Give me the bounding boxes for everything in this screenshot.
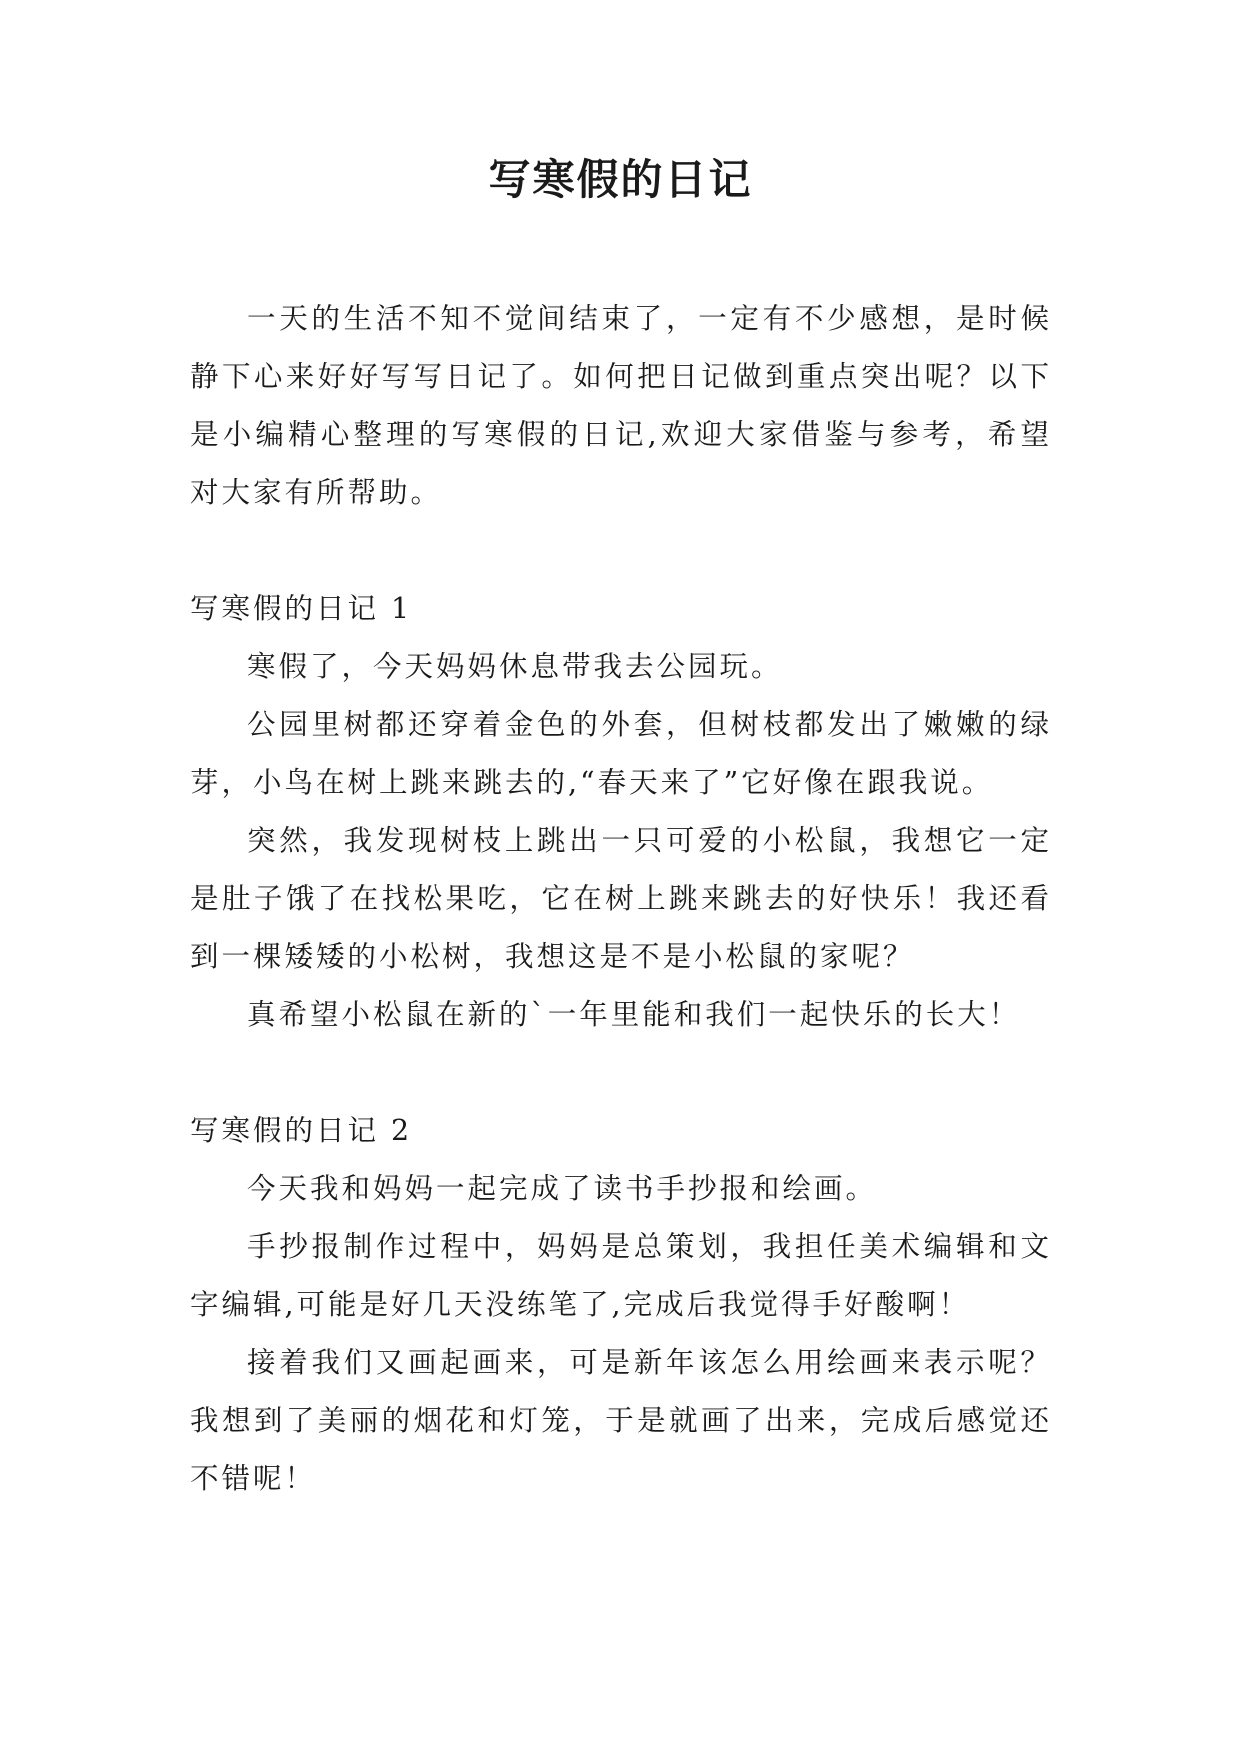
section-paragraph: 手抄报制作过程中，妈妈是总策划，我担任美术编辑和文字编辑,可能是好几天没练笔了,完成后我觉得手好酸啊！ bbox=[190, 1230, 1052, 1321]
section-heading: 写寒假的日记 2 bbox=[190, 1114, 413, 1147]
section-paragraph: 今天我和妈妈一起完成了读书手抄报和绘画。 bbox=[247, 1172, 878, 1205]
section-paragraph: 寒假了，今天妈妈休息带我去公园玩。 bbox=[247, 650, 783, 683]
intro-paragraph: 一天的生活不知不觉间结束了，一定有不少感想，是时候静下心来好好写写日记了。如何把日记做到重点突出呢？以下是小编精心整理的写寒假的日记,欢迎大家借鉴与参考，希望对大家有所帮助。 bbox=[190, 302, 1052, 509]
section-paragraph: 公园里树都还穿着金色的外套，但树枝都发出了嫩嫩的绿芽，小鸟在树上跳来跳去的,“春天来了”它好像在跟我说。 bbox=[190, 708, 1052, 799]
section-heading: 写寒假的日记 1 bbox=[190, 592, 413, 625]
section-paragraph: 真希望小松鼠在新的`一年里能和我们一起快乐的长大！ bbox=[247, 998, 1021, 1031]
document-body bbox=[190, 290, 1052, 1508]
section-paragraph: 突然，我发现树枝上跳出一只可爱的小松鼠，我想它一定是肚子饿了在找松果吃，它在树上跳来跳去的好快乐！我还看到一棵矮矮的小松树，我想这是不是小松鼠的家呢？ bbox=[190, 824, 1052, 973]
document-title: 写寒假的日记 bbox=[488, 155, 753, 204]
section-spacer bbox=[190, 522, 1052, 580]
diary-section-1 bbox=[190, 580, 1052, 1044]
section-spacer bbox=[190, 1044, 1052, 1102]
diary-section-2 bbox=[190, 1102, 1052, 1508]
section-paragraph: 接着我们又画起画来，可是新年该怎么用绘画来表示呢？我想到了美丽的烟花和灯笼，于是就画了出来，完成后感觉还不错呢！ bbox=[190, 1346, 1052, 1495]
